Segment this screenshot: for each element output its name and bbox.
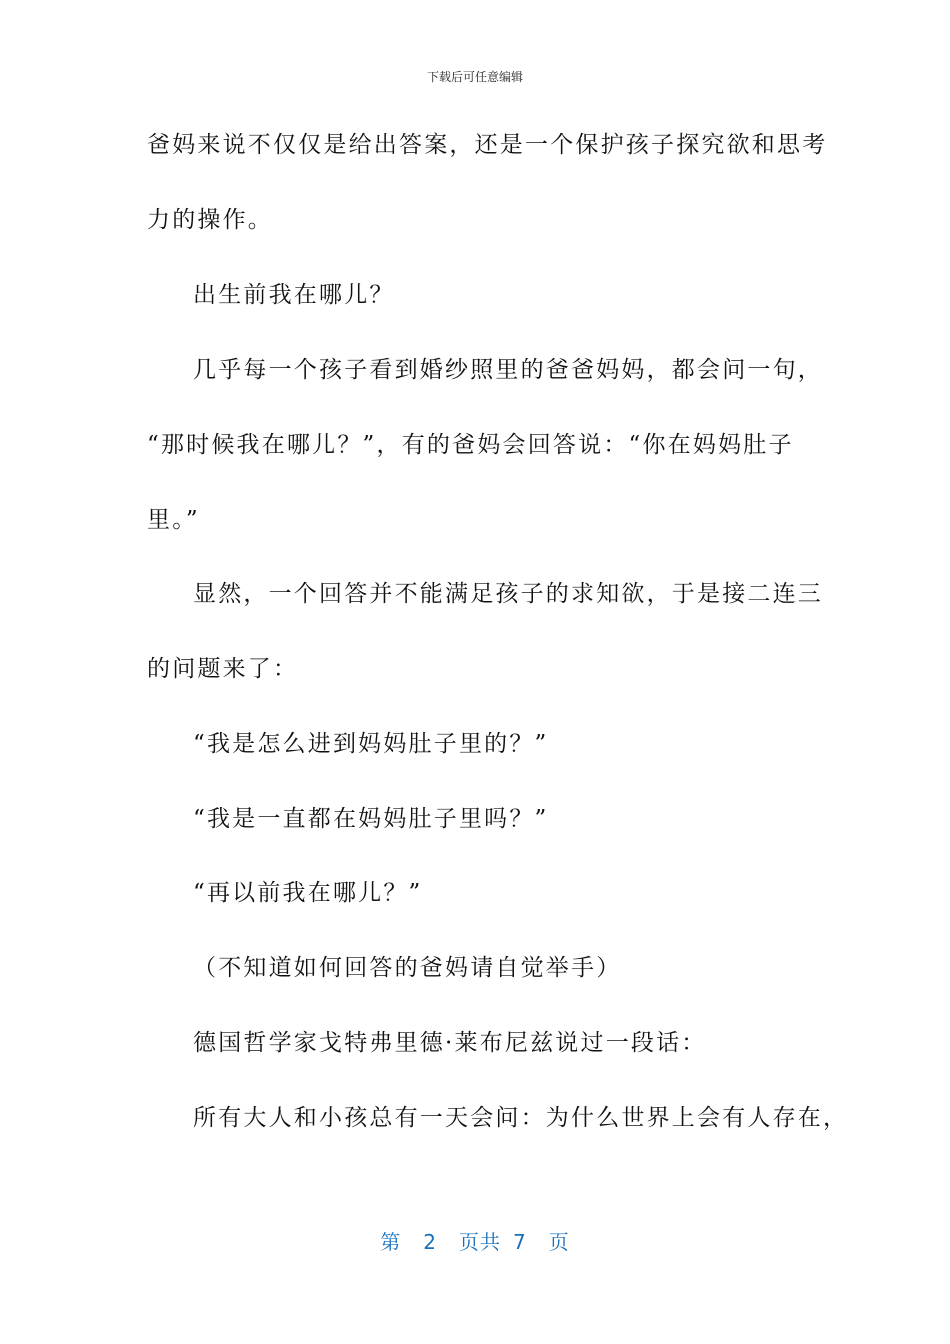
paragraph-line: 几乎每一个孩子看到婚纱照里的爸爸妈妈，都会问一句， (193, 357, 823, 383)
paragraph-line: 显然，一个回答并不能满足孩子的求知欲，于是接二连三 (193, 581, 823, 607)
footer-middle: 页共 (459, 1230, 501, 1254)
paragraph-line: 爸妈来说不仅仅是给出答案，还是一个保护孩子探究欲和思考 (147, 132, 828, 158)
paragraph-line: 德国哲学家戈特弗里德·莱布尼兹说过一段话： (193, 1030, 707, 1056)
aside-line: （不知道如何回答的爸妈请自觉举手） (193, 955, 622, 981)
paragraph-line: 力的操作。 (147, 207, 273, 233)
footer-suffix: 页 (548, 1230, 570, 1254)
paragraph-line: 里。” (147, 507, 200, 533)
footer-total-pages: 7 (513, 1230, 527, 1254)
quote-line: “再以前我在哪儿？” (193, 880, 423, 906)
quote-line: “我是怎么进到妈妈肚子里的？” (193, 731, 549, 757)
page-footer (0, 1226, 950, 1255)
footer-prefix: 第 (380, 1230, 402, 1254)
footer-current-page: 2 (423, 1230, 437, 1254)
quote-line: “我是一直都在妈妈肚子里吗？” (193, 806, 549, 832)
header-note: 下载后可任意编辑 (426, 70, 523, 84)
section-heading: 出生前我在哪儿？ (193, 282, 395, 308)
paragraph-line: 的问题来了： (147, 656, 299, 682)
paragraph-line: 所有大人和小孩总有一天会问：为什么世界上会有人存在， (193, 1105, 849, 1131)
paragraph-line: “那时候我在哪儿？”，有的爸妈会回答说：“你在妈妈肚子 (147, 432, 794, 458)
